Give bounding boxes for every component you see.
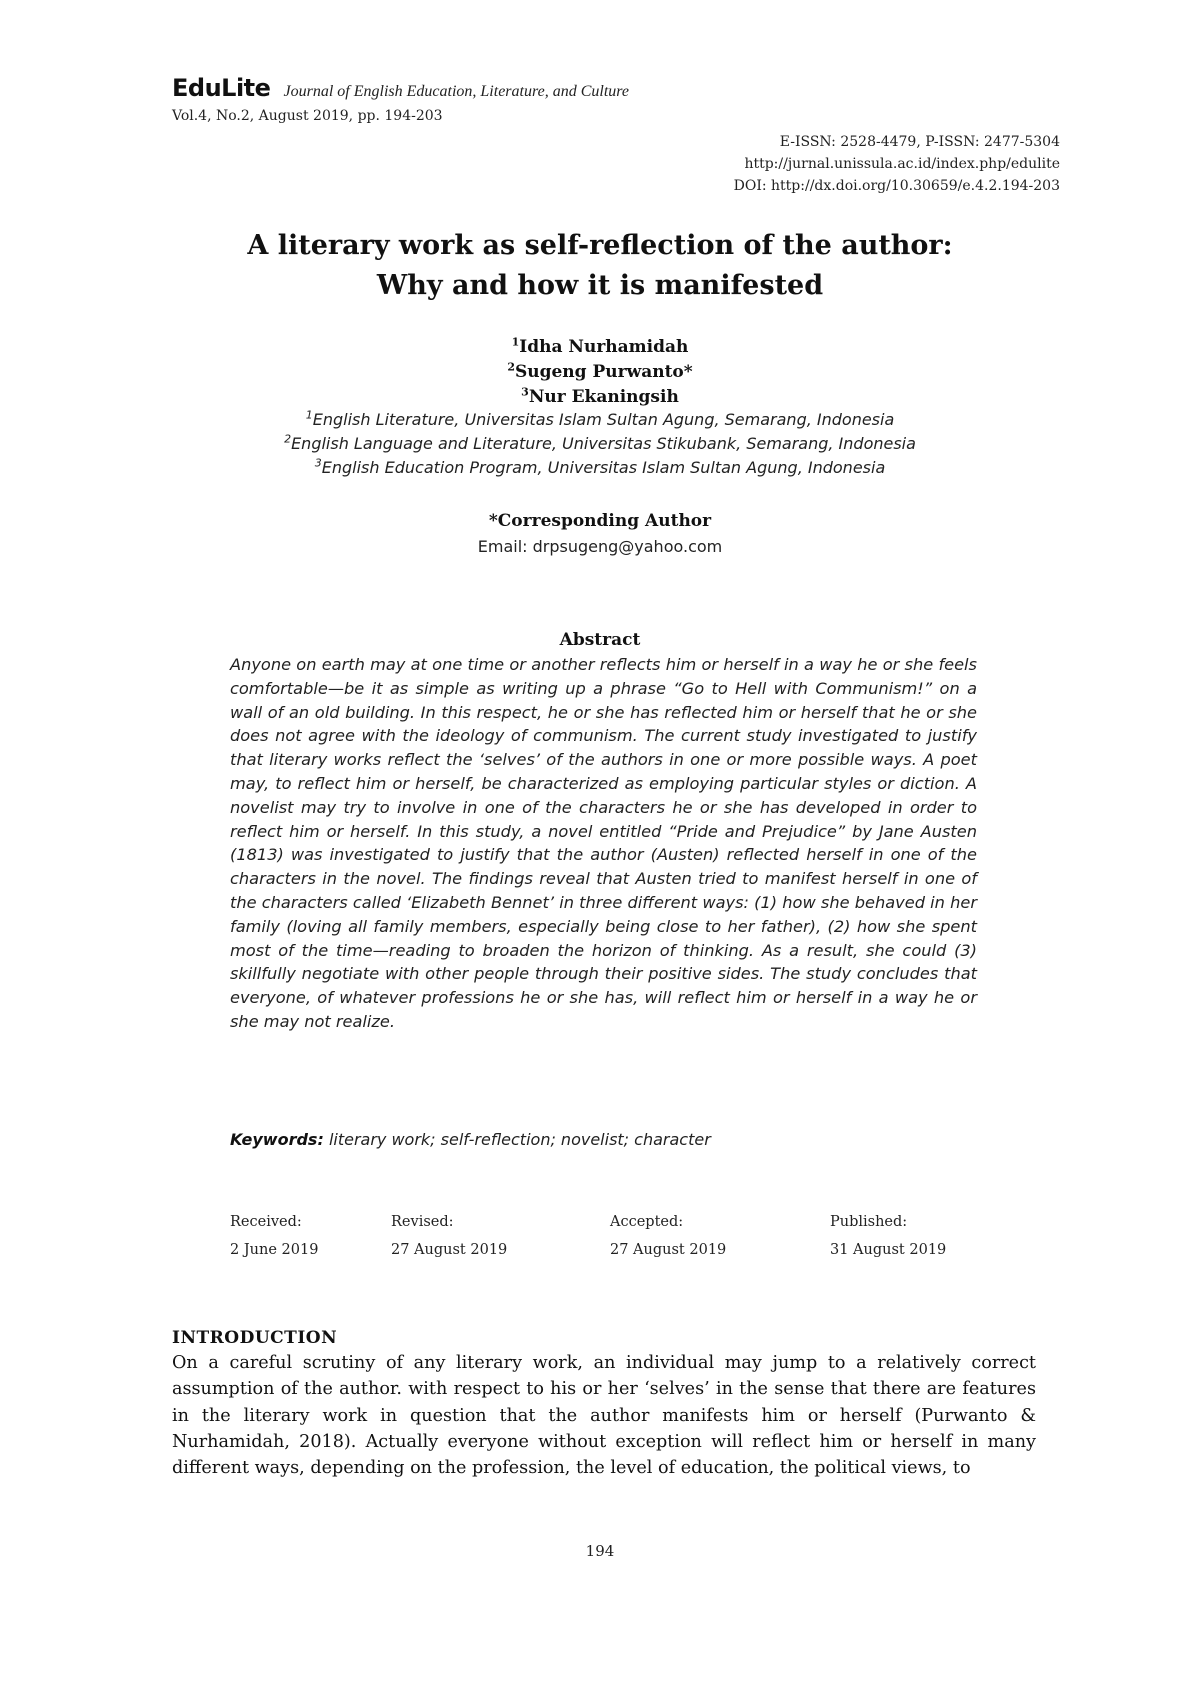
- affiliation-list: [150, 408, 1050, 480]
- author-name: Nur Ekaningsih: [528, 387, 679, 407]
- article-dates: [230, 1208, 990, 1268]
- author-item: [150, 385, 1050, 410]
- paper-title: [150, 226, 1050, 306]
- affiliation-sup: 1: [305, 408, 313, 422]
- doi-link[interactable]: DOI: http://dx.doi.org/10.30659/e.4.2.194-203: [733, 178, 1060, 194]
- abstract-heading: Abstract: [559, 630, 641, 650]
- affiliation-text: English Education Program, Universitas Islam Sultan Agung, Indonesia: [321, 458, 886, 477]
- affiliation-item: [150, 432, 1050, 456]
- introduction-text: On a careful scrutiny of any literary work, an individual may jump to a relatively correct assumption of the author. with respect to his or her ‘selves’ in the sense that there are features in the literary work in question that the author manifests him or herself (Purwanto & Nurhamidah, 2018). Actually everyone without exception will reflect him or herself in many different ways, depending on the profession, the level of education, the political views, to: [172, 1353, 1036, 1479]
- date-value: 31 August 2019: [830, 1242, 947, 1258]
- affiliation-sup: 3: [314, 456, 322, 470]
- author-item: [150, 335, 1050, 360]
- author-name: Idha Nurhamidah: [519, 337, 689, 357]
- journal-logo: EduLite: [172, 74, 271, 102]
- date-accepted: [610, 1208, 726, 1264]
- keywords-label: Keywords:: [230, 1130, 324, 1149]
- corresponding-author: [150, 508, 1050, 560]
- author-item: [150, 360, 1050, 385]
- author-list: [150, 335, 1050, 410]
- date-label: Revised:: [391, 1214, 454, 1230]
- author-name: Sugeng Purwanto*: [514, 362, 693, 382]
- title-line-2: Why and how it is manifested: [376, 270, 824, 301]
- journal-url-link[interactable]: http://jurnal.unissula.ac.id/index.php/edulite: [744, 156, 1060, 172]
- affiliation-sup: 2: [284, 432, 292, 446]
- date-revised: [391, 1208, 507, 1264]
- affiliation-item: [150, 456, 1050, 480]
- date-value: 27 August 2019: [391, 1242, 508, 1258]
- volume-info: Vol.4, No.2, August 2019, pp. 194-203: [172, 108, 443, 124]
- page-number: 194: [585, 1542, 615, 1560]
- keywords: [230, 1130, 977, 1149]
- title-line-1: A literary work as self-reflection of the author:: [247, 230, 953, 261]
- corresponding-email[interactable]: Email: drpsugeng@yahoo.com: [477, 537, 723, 556]
- date-value: 2 June 2019: [230, 1242, 319, 1258]
- author-sup: 3: [521, 385, 529, 399]
- keywords-text: literary work; self-reflection; novelist; character: [328, 1130, 711, 1149]
- author-sup: 1: [511, 335, 520, 349]
- introduction-heading: INTRODUCTION: [172, 1328, 338, 1348]
- date-received: [230, 1208, 318, 1264]
- date-label: Published:: [830, 1214, 908, 1230]
- journal-name: Journal of English Education, Literature, and Culture: [283, 83, 629, 100]
- date-value: 27 August 2019: [610, 1242, 727, 1258]
- date-label: Received:: [230, 1214, 302, 1230]
- issn-block: [734, 131, 1060, 197]
- affiliation-text: English Literature, Universitas Islam Sultan Agung, Semarang, Indonesia: [312, 410, 895, 429]
- affiliation-text: English Language and Literature, Universitas Stikubank, Semarang, Indonesia: [291, 434, 916, 453]
- date-published: [830, 1208, 946, 1264]
- abstract-text: Anyone on earth may at one time or another reflects him or herself in a way he or she feels comfortable—be it as simple as writing up a phrase “Go to Hell with Communism!” on a wall of an old building. In this respect, he or she has reflected him or herself that he or she does not agree with the ideology of communism. The current study investigated to justify that literary works reflect the ‘selves’ of the authors in one or more possible ways. A poet may, to reflect him or herself, be characterized as employing particular styles or diction. A novelist may try to involve in one of the characters he or she has developed in order to reflect him or herself. In this study, a novel entitled “Pride and Prejudice” by Jane Austen (1813) was investigated to justify that the author (Austen) reflected herself in one of the characters in the novel. The findings reveal that Austen tried to manifest herself in one of the characters called ‘Elizabeth Bennet’ in three different ways: (1) how she behaved in her family (loving all family members, especially being close to her father), (2) how she spent most of the time—reading to broaden the horizon of thinking. As a result, she could (3) skillfully negotiate with other people through their positive sides. The study concludes that everyone, of whatever professions he or she has, will reflect him or herself in a way he or she may not realize.: [230, 655, 977, 1031]
- issn-text: E-ISSN: 2528-4479, P-ISSN: 2477-5304: [779, 134, 1060, 150]
- journal-header: [172, 74, 629, 102]
- author-sup: 2: [507, 360, 515, 374]
- date-label: Accepted:: [610, 1214, 684, 1230]
- corresponding-label: *Corresponding Author: [488, 511, 712, 531]
- affiliation-item: [150, 408, 1050, 432]
